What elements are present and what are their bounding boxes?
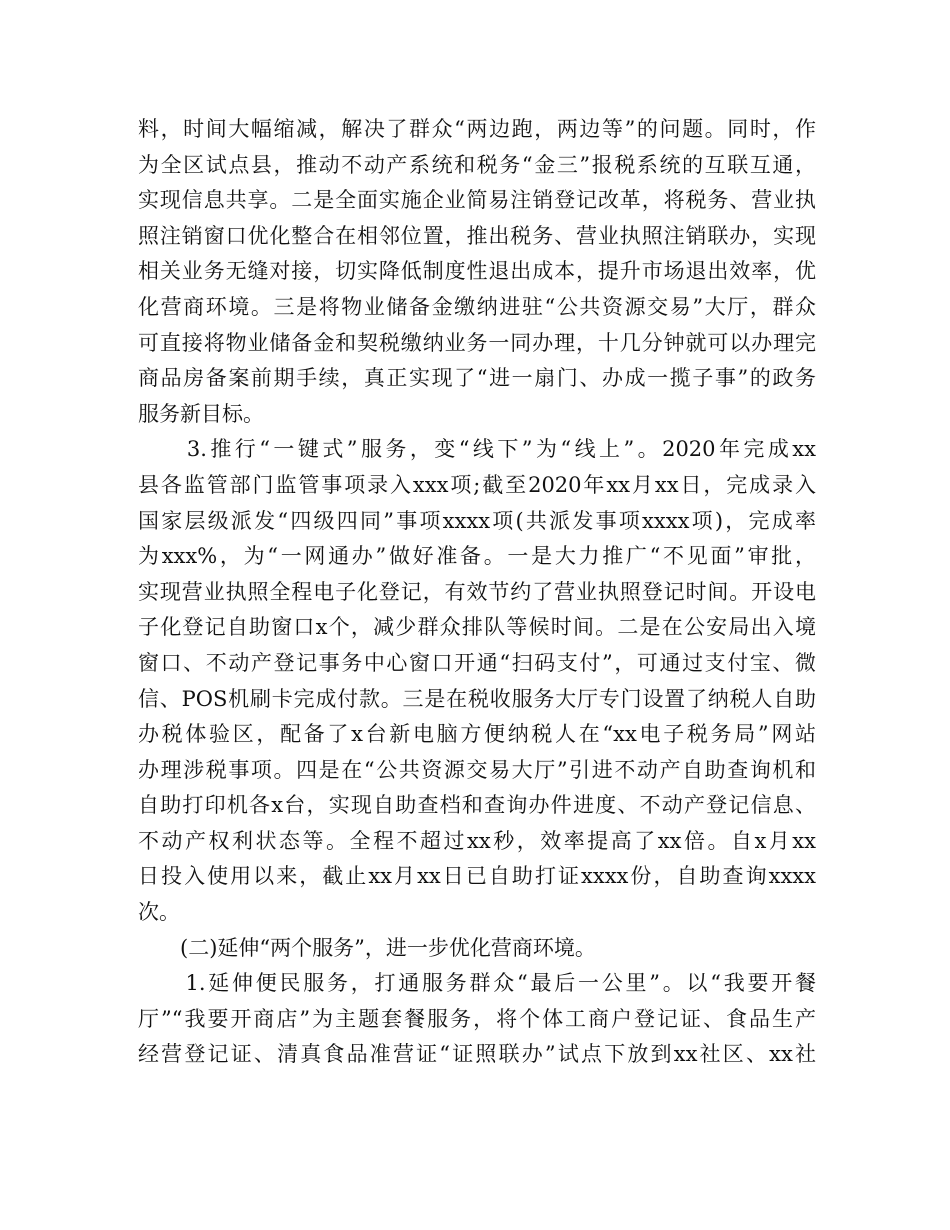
text-line: 子化登记自助窗口x个，减少群众排队等候时间。二是在公安局出入境 xyxy=(138,615,816,640)
text-line: 实现信息共享。二是全面实施企业简易注销登记改革，将税务、营业执 xyxy=(138,188,816,213)
text-line: 办理涉税事项。四是在“公共资源交易大厅”引进不动产自助查询机和 xyxy=(138,757,816,782)
text-line: 照注销窗口优化整合在相邻位置，推出税务、营业执照注销联办，实现 xyxy=(138,223,816,248)
text-line: 日投入使用以来，截止xx月xx日已自助打证xxxx份，自助查询xxxx xyxy=(138,864,816,889)
text-line: 相关业务无缝对接，切实降低制度性退出成本，提升市场退出效率，优 xyxy=(138,259,816,284)
text-line: 3.推行“一键式”服务，变“线下”为“线上”。2020年完成xx xyxy=(138,437,816,462)
text-line: 自助打印机各x台，实现自助查档和查询办件进度、不动产登记信息、 xyxy=(138,793,816,818)
text-line: 1.延伸便民服务，打通服务群众“最后一公里”。以“我要开餐 xyxy=(138,971,816,996)
text-line: 县各监管部门监管事项录入xxx项;截至2020年xx月xx日，完成录入 xyxy=(138,472,816,497)
text-line: 窗口、不动产登记事务中心窗口开通“扫码支付”，可通过支付宝、微 xyxy=(138,650,816,675)
text-line: 商品房备案前期手续，真正实现了“进一扇门、办成一揽子事”的政务 xyxy=(138,366,816,391)
text-line: 化营商环境。三是将物业储备金缴纳进驻“公共资源交易”大厅，群众 xyxy=(138,294,816,319)
text-line: 办税体验区，配备了x台新电脑方便纳税人在“xx电子税务局”网站 xyxy=(138,722,816,747)
text-line: 次。 xyxy=(138,900,180,925)
text-line: 为全区试点县，推动不动产系统和税务“金三”报税系统的互联互通， xyxy=(138,152,816,177)
text-line: 料，时间大幅缩减，解决了群众“两边跑，两边等”的问题。同时，作 xyxy=(138,117,816,141)
text-line: 可直接将物业储备金和契税缴纳业务一同办理，十几分钟就可以办理完 xyxy=(138,330,816,355)
text-line: 不动产权利状态等。全程不超过xx秒，效率提高了xx倍。自x月xx xyxy=(138,828,816,853)
text-line: 实现营业执照全程电子化登记，有效节约了营业执照登记时间。开设电 xyxy=(138,579,816,604)
section-heading: (二)延伸“两个服务”，进一步优化营商环境。 xyxy=(138,935,596,960)
text-line: 服务新目标。 xyxy=(138,401,264,426)
text-line: 为xxx%，为“一网通办”做好准备。一是大力推广“不见面”审批， xyxy=(138,544,816,569)
document-body xyxy=(138,112,816,1073)
text-line: 信、POS机刷卡完成付款。三是在税收服务大厅专门设置了纳税人自助 xyxy=(138,686,816,711)
text-line: 厅”“我要开商店”为主题套餐服务，将个体工商户登记证、食品生产 xyxy=(138,1006,816,1031)
text-line: 国家层级派发“四级四同”事项xxxx项(共派发事项xxxx项)，完成率 xyxy=(138,508,816,533)
text-line: 经营登记证、清真食品准营证“证照联办”试点下放到xx社区、xx社 xyxy=(138,1042,816,1067)
